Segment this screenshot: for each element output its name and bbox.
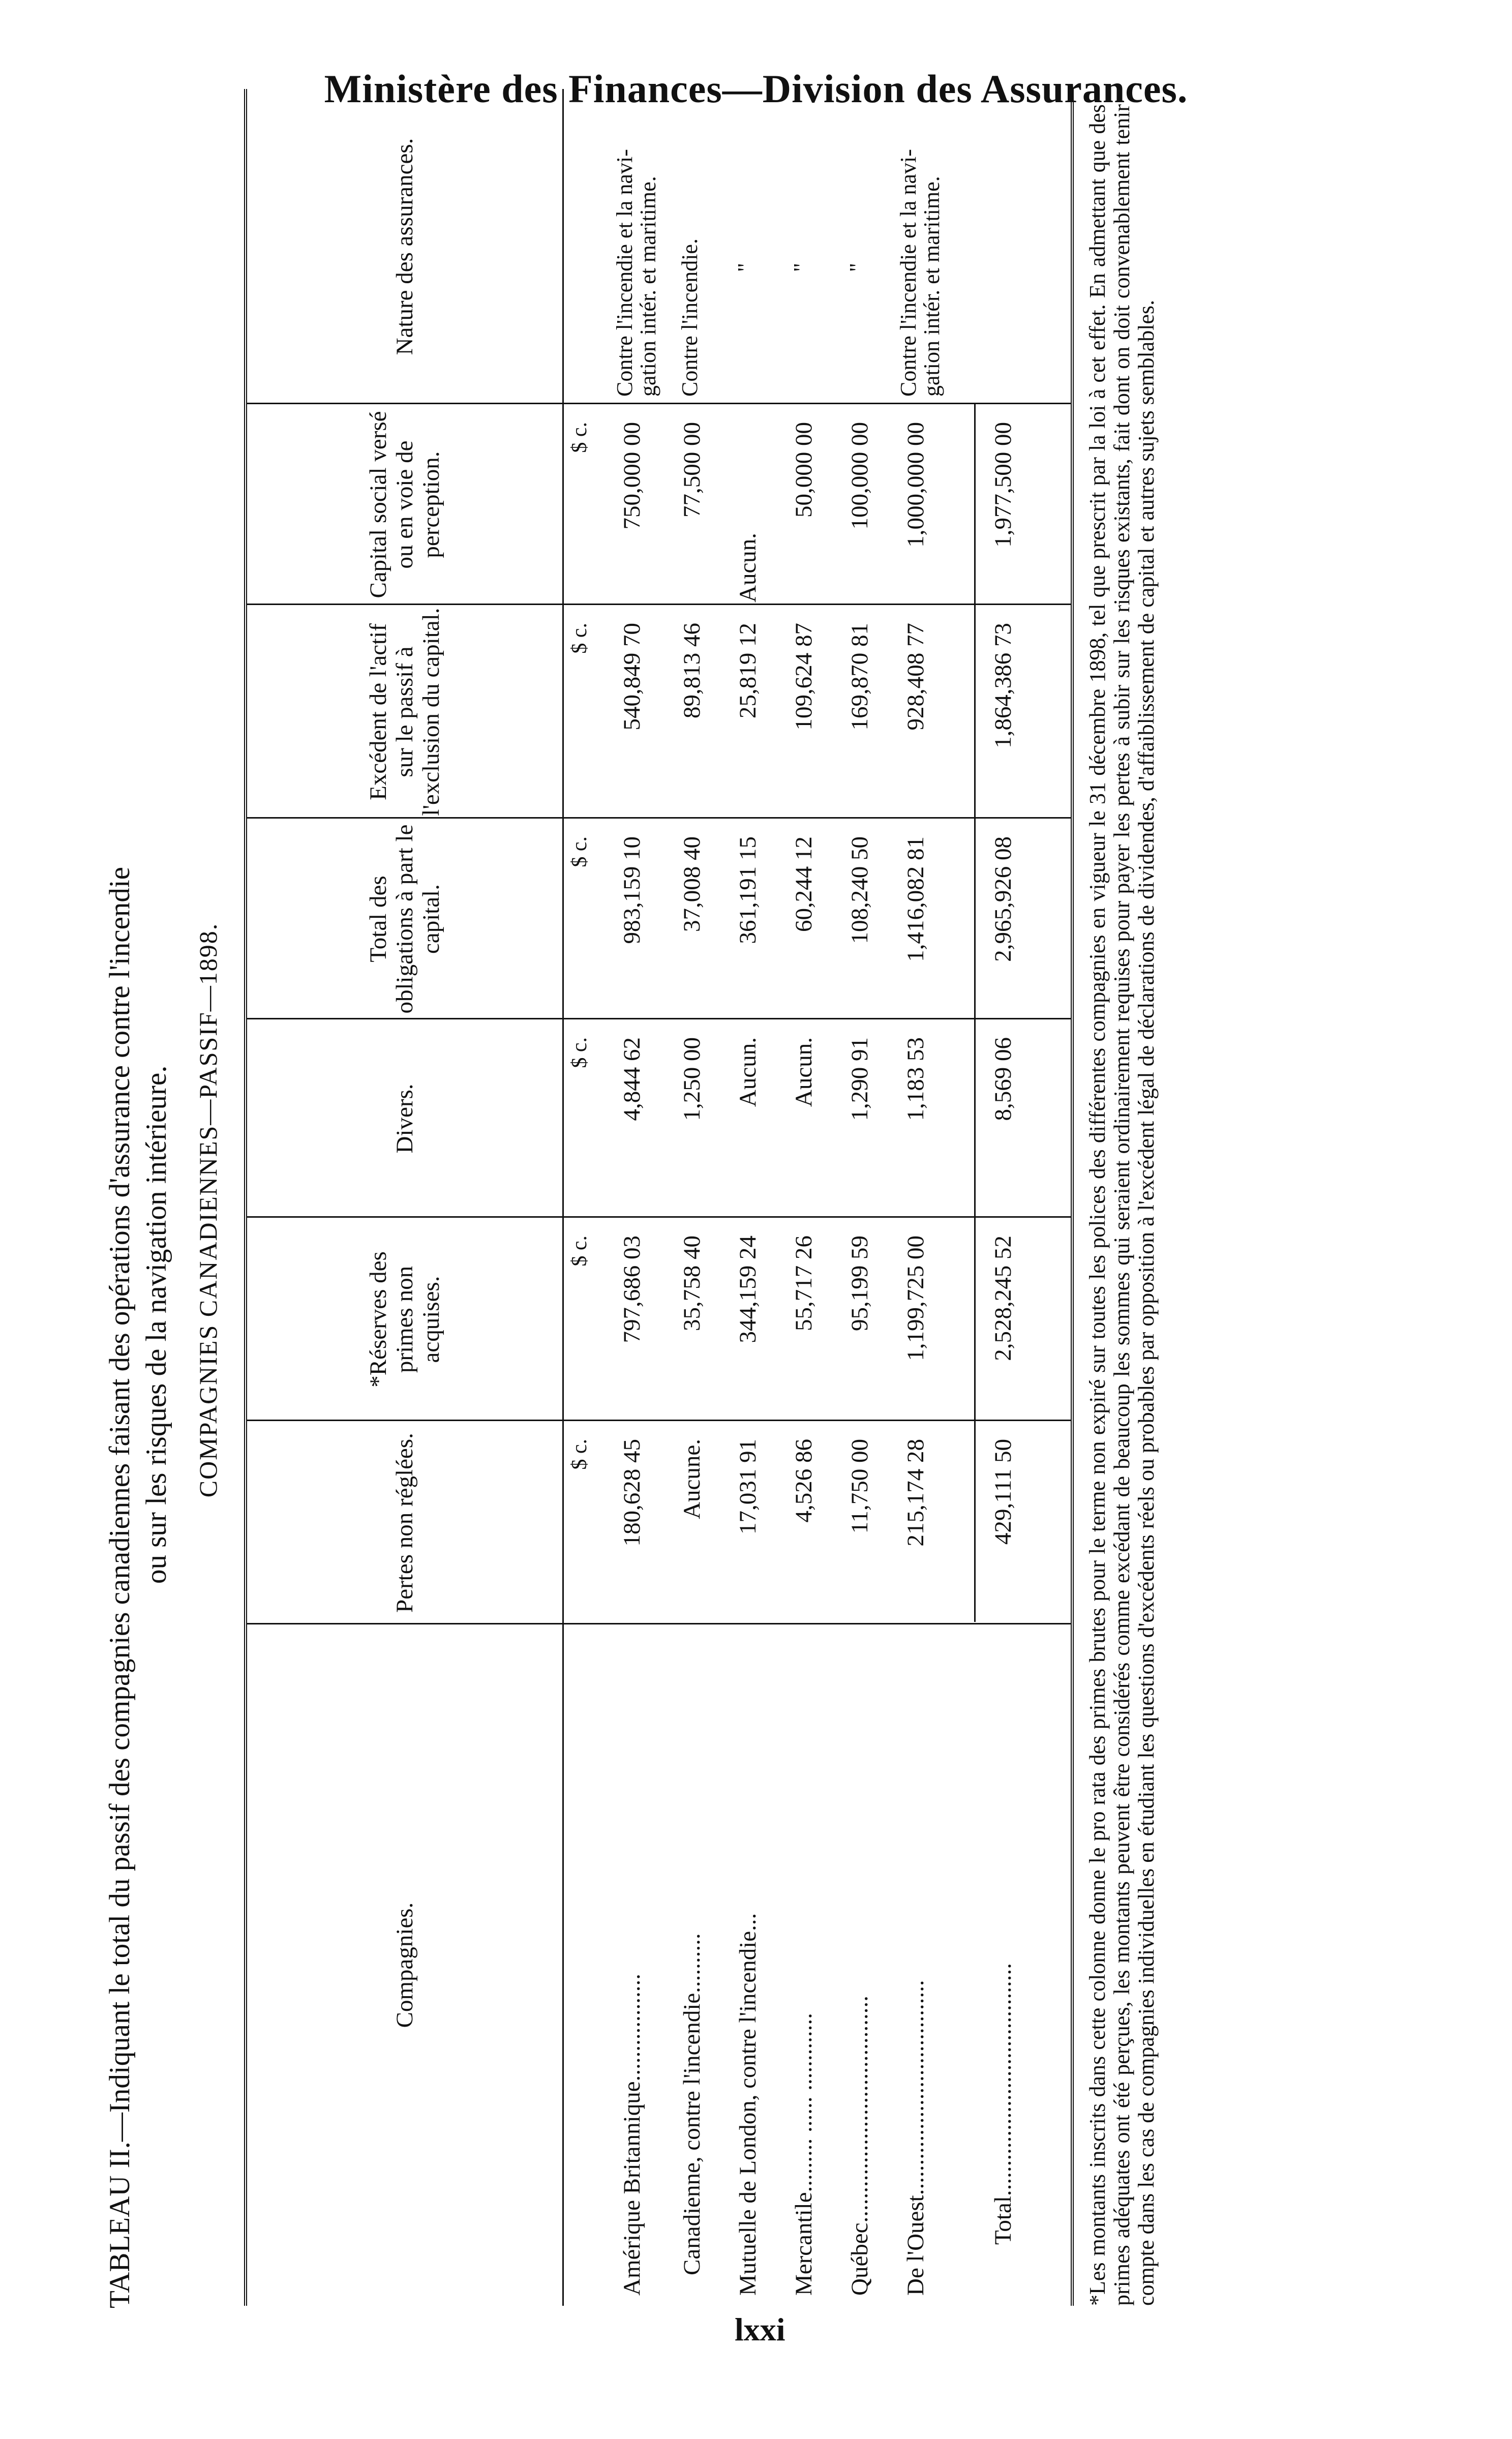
header-surplus: Excédent de l'actif sur le passif à l'exclusion du capital. — [365, 608, 444, 816]
total-cell: 361,191 15 — [735, 836, 761, 944]
losses-cell: 17,031 91 — [735, 1439, 761, 1534]
caption-line-1: TABLEAU II.—Indiquant le total du passif des compagnies canadiennes faisant des opérations d'assurance contre l'incendie — [104, 867, 136, 2308]
header-reserves: *Réserves des primes non acquises. — [365, 1251, 444, 1388]
surplus-total: 1,864,386 73 — [990, 623, 1016, 748]
surplus-cell: 928,408 77 — [902, 623, 929, 731]
losses-cell: 4,526 86 — [791, 1439, 817, 1523]
company-name: De l'Ouest.................................... — [902, 1980, 929, 2296]
various-cell: Aucun. — [791, 1037, 817, 1107]
header-losses: Pertes non réglées. — [391, 1433, 418, 1613]
page-number: lxxi — [735, 2311, 785, 2347]
table-row — [846, 89, 897, 2306]
capital-cell: 100,000 00 — [846, 422, 873, 530]
surplus-cell: 109,624 87 — [791, 623, 817, 731]
caption-line-2: ou sur les risques de la navigation intérieure. — [140, 1065, 172, 1584]
total-cell: 37,008 40 — [679, 836, 705, 932]
nature-cell: " — [789, 263, 814, 272]
capital-cell: Aucun. — [735, 532, 761, 603]
various-cell: 4,844 62 — [619, 1037, 645, 1121]
nature-cell: Contre l'incendie et la navi- gation intér. et maritime. — [612, 149, 660, 397]
various-cell: Aucun. — [735, 1037, 761, 1107]
total-row — [989, 89, 1040, 2306]
reserves-cell: 797,686 03 — [619, 1236, 645, 1343]
header-rule — [562, 89, 564, 2306]
company-name: Amérique Britannique.................. — [619, 1973, 645, 2296]
header-nature: Nature des assurances. — [391, 138, 418, 355]
capital-cell: 1,000,000 00 — [902, 422, 929, 548]
unit-label: $ c. — [568, 1236, 591, 1267]
reserves-cell: 344,159 24 — [735, 1236, 761, 1343]
losses-cell: 11,750 00 — [846, 1439, 873, 1534]
nature-cell: Contre l'incendie et la navi- gation intér. et maritime. — [896, 149, 944, 397]
table-subtitle: COMPAGNIES CANADIENNES—PASSIF—1898. — [194, 922, 222, 1498]
surplus-cell: 540,849 70 — [619, 623, 645, 731]
company-name: Mutuelle de London, contre l'incendie... — [735, 1913, 761, 2296]
table-row — [612, 89, 669, 2306]
capital-cell: 50,000 00 — [791, 422, 817, 518]
surplus-cell: 25,819 12 — [735, 623, 761, 718]
header-various: Divers. — [391, 1083, 418, 1154]
page-header: Ministère des Finances—Division des Assurances. — [324, 67, 1188, 111]
header-companies: Compagnies. — [391, 1902, 418, 2028]
reserves-cell: 55,717 26 — [791, 1236, 817, 1331]
capital-total: 1,977,500 00 — [990, 422, 1016, 548]
losses-cell: 180,628 45 — [619, 1439, 645, 1547]
company-name: Québec...................................... — [846, 1995, 873, 2296]
unit-label: $ c. — [568, 1439, 591, 1470]
rotated-table-block — [5, 74, 1215, 2346]
reserves-cell: 35,758 40 — [679, 1236, 705, 1331]
nature-cell: " — [845, 263, 870, 272]
losses-total: 429,111 50 — [990, 1439, 1016, 1545]
unit-label: $ c. — [568, 836, 591, 867]
company-name: Mercantile......... ...... ............. — [791, 2012, 817, 2296]
total-cell: 108,240 50 — [846, 836, 873, 944]
surplus-cell: 169,870 81 — [846, 623, 873, 731]
unit-label: $ c. — [568, 1037, 591, 1068]
nature-cell: Contre l'incendie. — [677, 238, 702, 397]
capital-cell: 77,500 00 — [679, 422, 705, 518]
total-cell: 1,416,082 81 — [902, 836, 929, 962]
various-cell: 1,290 91 — [846, 1037, 873, 1121]
table-row — [896, 89, 953, 2306]
reserves-total: 2,528,245 52 — [990, 1236, 1016, 1361]
total-rule — [974, 404, 976, 1622]
company-name: Canadienne, contre l'incendie.......... — [679, 1933, 705, 2275]
losses-cell: 215,174 28 — [902, 1439, 929, 1547]
various-cell: 1,250 00 — [679, 1037, 705, 1121]
reserves-cell: 95,199 59 — [846, 1236, 873, 1331]
obligations-total: 2,965,926 08 — [990, 836, 1016, 962]
total-label: Total....................................... — [990, 1963, 1016, 2245]
table-footnote: *Les montants inscrits dans cette colonne donne le pro rata des primes brutes pour le terme non expiré sur toutes les polices des différentes compagnies en vigueur le 31 décembre 1898, tel que prescrit par la loi à cet effet. En admettant que des primes adéquates ont été perçues, les montants peuvent être considérés comme excédant de beaucoup les sommes qui seraient ordinairement requises pour payer les pertes à subir sur les risques existants, fait dont on doit convenablement tenir compte dans les cas de compagnies individuelles en étudiant les questions d'excédents réels ou probables par opposition à l'excédent légal de déclarations de dividendes, d'affaiblissement de capital et autres sujets semblables. — [1085, 104, 1159, 2306]
unit-label: $ c. — [568, 422, 591, 453]
header-total-obligations: Total des obligations à part le capital. — [365, 824, 444, 1014]
total-cell: 983,159 10 — [619, 836, 645, 944]
reserves-cell: 1,199,725 00 — [902, 1236, 929, 1361]
table-row — [790, 89, 841, 2306]
table-row — [678, 89, 729, 2306]
nature-cell: " — [733, 263, 758, 272]
losses-cell: Aucune. — [679, 1439, 705, 1519]
header-capital: Capital social versé ou en voie de perception. — [365, 411, 444, 598]
surplus-cell: 89,813 46 — [679, 623, 705, 718]
various-cell: 1,183 53 — [902, 1037, 929, 1121]
table-row — [734, 89, 785, 2306]
liabilities-table — [244, 89, 1074, 2306]
unit-label: $ c. — [568, 623, 591, 654]
various-total: 8,569 06 — [990, 1037, 1016, 1121]
total-cell: 60,244 12 — [791, 836, 817, 932]
capital-cell: 750,000 00 — [619, 422, 645, 530]
